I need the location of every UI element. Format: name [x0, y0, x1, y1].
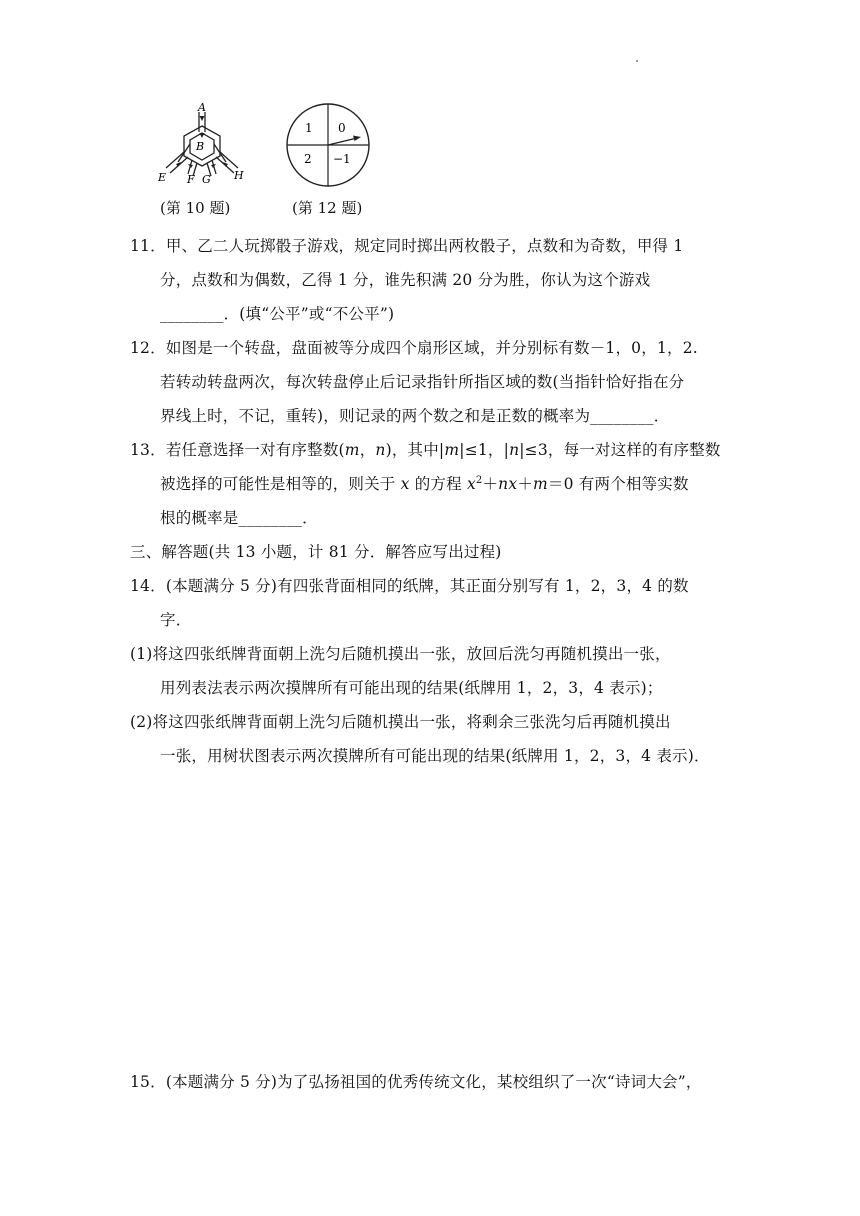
figure-10-caption: (第 10 题): [160, 199, 231, 217]
q12-line-2: 若转动转盘两次，每次转盘停止后记录指针所指区域的数(当指针恰好指在分: [160, 373, 685, 391]
q14-line-2: 字．: [160, 611, 192, 629]
q11-line-3: ________．(填“公平”或“不公平”): [160, 305, 395, 323]
label-g: G: [202, 173, 211, 184]
q12-line-1: 12．如图是一个转盘，盘面被等分成四个扇形区域，并分别标有数－1，0，1，2.: [130, 339, 698, 357]
q14-line-1: 14．(本题满分 5 分)有四张背面相同的纸牌，其正面分别写有 1，2，3，4 的数: [130, 577, 689, 595]
label-a: A: [198, 102, 206, 114]
label-f: F: [187, 173, 195, 184]
label-e: E: [158, 171, 167, 184]
q11-line-2: 分，点数和为偶数，乙得 1 分，谁先积满 20 分为胜，你认为这个游戏: [160, 271, 651, 289]
q13-line-3: 根的概率是________．: [160, 509, 318, 527]
q15-line-1: 15．(本题满分 5 分)为了弘扬祖国的优秀传统文化，某校组织了一次“诗词大会”，: [130, 1073, 702, 1091]
q14-part2-line-2: 一张，用树状图表示两次摸牌所有可能出现的结果(纸牌用 1，2，3，4 表示)．: [160, 747, 710, 765]
sector-label-0: 0: [338, 121, 346, 135]
q13-line-1: 13．若任意选择一对有序整数(m，n)，其中|m|≤1，|n|≤3，每一对这样的有序整数: [130, 441, 721, 459]
q14-part1-line-2: 用列表法表示两次摸牌所有可能出现的结果(纸牌用 1，2，3，4 表示)；: [160, 679, 663, 697]
figure-12-caption: (第 12 题): [292, 199, 363, 217]
section-3-heading: 三、解答题(共 13 小题，计 81 分．解答应写出过程): [130, 543, 502, 561]
q12-line-3: 界线上时，不记，重转)，则记录的两个数之和是正数的概率为________．: [160, 407, 670, 425]
label-h: H: [234, 169, 244, 182]
sector-label-2: 2: [304, 152, 312, 166]
sector-label-1: 1: [305, 121, 313, 135]
figure-10-diagram: [158, 102, 248, 184]
stray-dot: [636, 60, 638, 62]
figure-12-spinner: [285, 102, 371, 188]
q14-part1-line-1: (1)将这四张纸牌背面朝上洗匀后随机摸出一张，放回后洗匀再随机摸出一张，: [130, 645, 671, 663]
q11-line-1: 11．甲、乙二人玩掷骰子游戏，规定同时掷出两枚骰子，点数和为奇数，甲得 1: [130, 237, 684, 255]
q13-line-2: 被选择的可能性是相等的，则关于 x 的方程 $x^2+nx+m=0$ 有两个相等实数: [160, 474, 689, 493]
label-b: B: [196, 140, 205, 153]
q14-part2-line-1: (2)将这四张纸牌背面朝上洗匀后随机摸出一张，将剩余三张洗匀后再随机摸出: [130, 713, 671, 731]
sector-label-neg1: −1: [333, 152, 351, 166]
